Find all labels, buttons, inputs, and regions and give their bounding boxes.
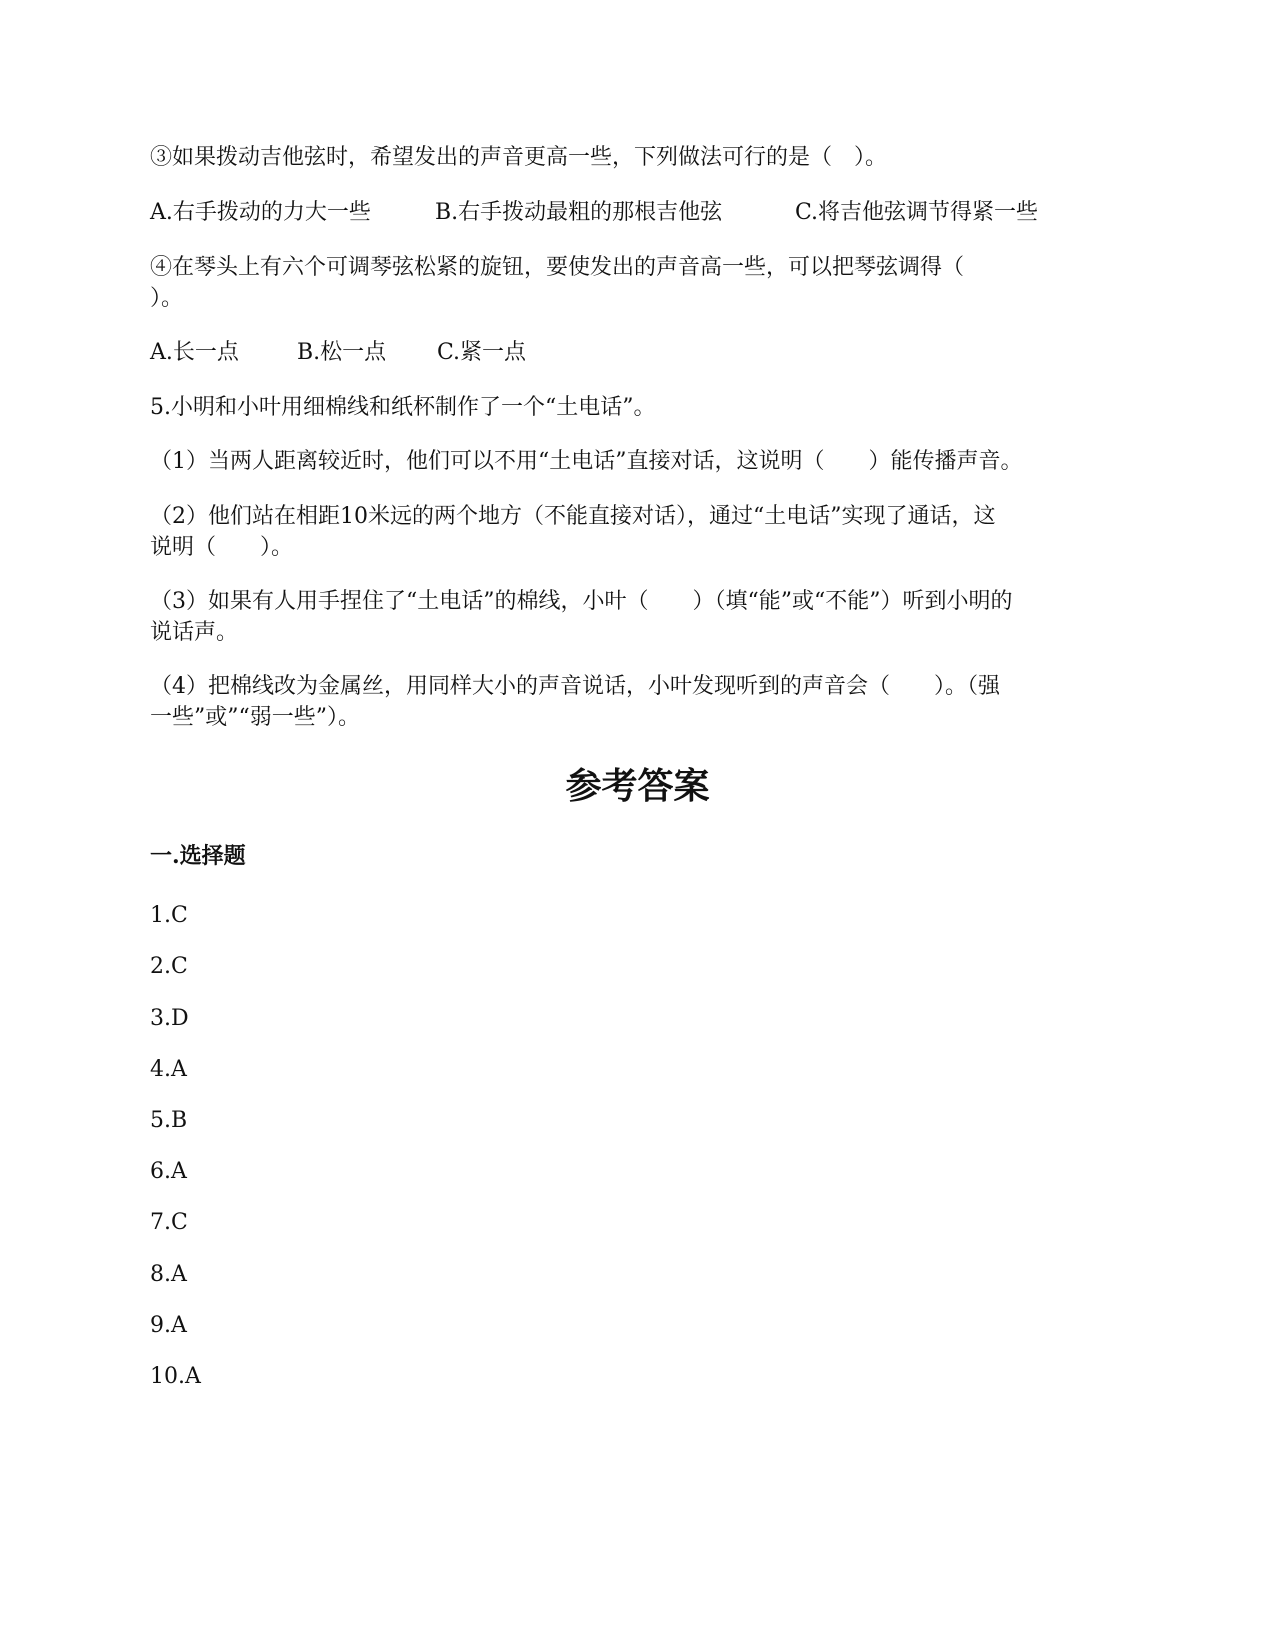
question-5-part-4-line1: （4）把棉线改为金属丝，用同样大小的声音说话，小叶发现听到的声音会（ ）。（强 [150, 674, 1001, 699]
question-5-part-4-line2: 一些”或”“弱一些”）。 [150, 705, 360, 730]
question-4-option-b: B.松一点 [297, 340, 387, 365]
section-title: 一.选择题 [150, 843, 246, 869]
answer-item: 1.C [150, 903, 188, 928]
answer-item: 8.A [150, 1262, 187, 1287]
answer-item: 2.C [150, 954, 188, 979]
question-3-text: ③如果拨动吉他弦时，希望发出的声音更高一些，下列做法可行的是（ ）。 [150, 145, 888, 170]
question-5-part-1: （1）当两人距离较近时，他们可以不用“土电话”直接对话，这说明（ ）能传播声音。 [150, 449, 1023, 474]
question-3-option-c: C.将吉他弦调节得紧一些 [795, 200, 1039, 225]
question-4-text-line1: ④在琴头上有六个可调琴弦松紧的旋钮，要使发出的声音高一些，可以把琴弦调得（ [150, 255, 965, 280]
answers-heading: 参考答案 [565, 765, 710, 807]
question-4-option-a: A.长一点 [150, 340, 239, 365]
question-5-title: 5.小明和小叶用细棉线和纸杯制作了一个“土电话”。 [150, 395, 656, 420]
answer-item: 9.A [150, 1313, 187, 1338]
answer-item: 10.A [150, 1364, 201, 1389]
question-3-option-a: A.右手拨动的力大一些 [150, 200, 371, 225]
question-5-part-3-line1: （3）如果有人用手捏住了“土电话”的棉线，小叶（ ）（填“能”或“不能”）听到小明的 [150, 589, 1013, 614]
question-4-text-line2: ）。 [150, 286, 184, 311]
answer-item: 7.C [150, 1210, 188, 1235]
answer-item: 4.A [150, 1057, 187, 1082]
answer-item: 5.B [150, 1108, 188, 1133]
question-4-options [150, 337, 526, 369]
question-3-option-b: B.右手拨动最粗的那根吉他弦 [435, 200, 723, 225]
question-4-option-c: C.紧一点 [437, 340, 527, 365]
question-3-options [150, 197, 1038, 229]
answer-item: 6.A [150, 1159, 187, 1184]
question-5-part-2-line2: 说明（ ）。 [150, 535, 294, 560]
answer-item: 3.D [150, 1006, 189, 1031]
question-5-part-3-line2: 说话声。 [150, 620, 239, 645]
question-5-part-2-line1: （2）他们站在相距10米远的两个地方（不能直接对话），通过“土电话”实现了通话，这 [150, 504, 996, 529]
